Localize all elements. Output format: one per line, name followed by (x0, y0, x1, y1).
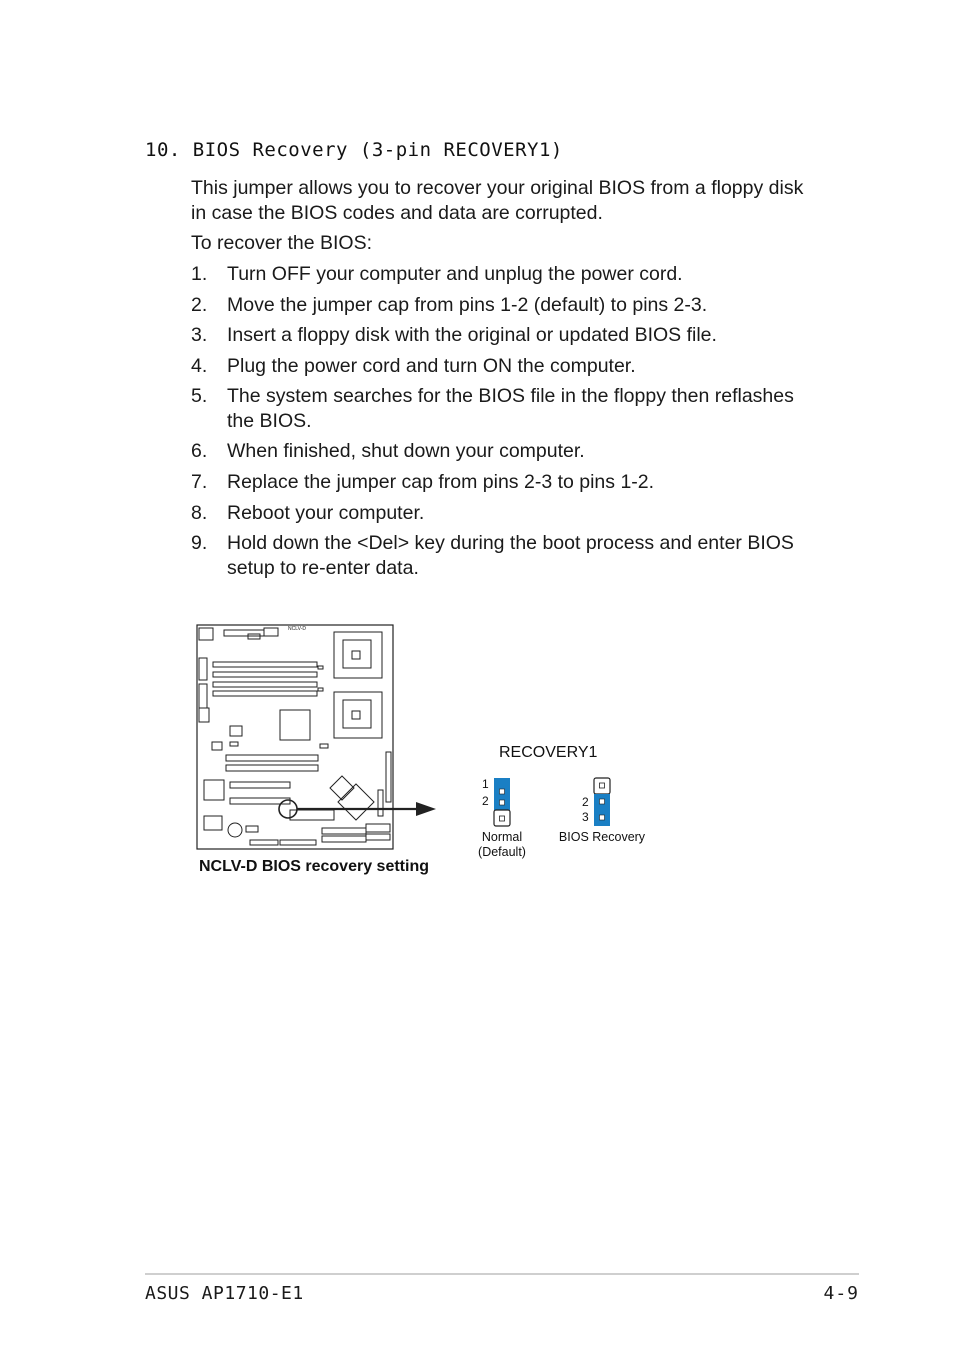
pointer-arrow (297, 802, 436, 816)
step-number: 4. (191, 355, 208, 377)
step-item (191, 293, 821, 318)
step-text: Insert a floppy disk with the original or updated BIOS file. (227, 324, 717, 346)
step-number: 6. (191, 440, 208, 462)
lead-text: To recover the BIOS: (191, 232, 372, 254)
step-item (191, 439, 821, 464)
page-number: 4-9 (823, 1283, 859, 1304)
bios-recovery-label: BIOS Recovery (558, 830, 646, 844)
step-item (191, 384, 821, 433)
step-text: Reboot your computer. (227, 502, 425, 524)
step-number: 9. (191, 532, 208, 554)
step-text: Turn OFF your computer and unplug the power cord. (227, 263, 683, 285)
pin-label: 2 (482, 794, 489, 808)
step-number: 7. (191, 471, 208, 493)
step-item (191, 323, 821, 348)
step-text: Move the jumper cap from pins 1-2 (default) to pins 2-3. (227, 294, 708, 316)
pin-label: 3 (582, 810, 589, 824)
pin-label: 2 (582, 795, 589, 809)
diagram-caption: NCLV-D BIOS recovery setting (199, 858, 429, 875)
step-number: 2. (191, 294, 208, 316)
pin-label: 1 (482, 777, 489, 791)
step-number: 5. (191, 385, 208, 407)
step-number: 1. (191, 263, 208, 285)
step-text: When finished, shut down your computer. (227, 440, 585, 462)
section-heading: 10. BIOS Recovery (3-pin RECOVERY1) (145, 139, 563, 161)
step-item (191, 262, 821, 287)
step-item (191, 531, 821, 580)
step-text: Plug the power cord and turn ON the computer. (227, 355, 636, 377)
jumper-recovery (594, 778, 610, 826)
step-item (191, 470, 821, 495)
step-number: 3. (191, 324, 208, 346)
default-label: (Default) (478, 845, 526, 859)
step-text: Replace the jumper cap from pins 2-3 to pins 1-2. (227, 471, 655, 493)
footer-product: ASUS AP1710-E1 (145, 1283, 304, 1304)
jumper-title: RECOVERY1 (499, 744, 598, 761)
step-text: Hold down the <Del> key during the boot process and enter BIOS setup to re-enter data. (227, 532, 794, 579)
jumper-normal (494, 778, 510, 826)
motherboard-illustration (197, 625, 393, 849)
footer-divider (145, 1273, 859, 1275)
step-text: The system searches for the BIOS file in the floppy then reflashes the BIOS. (227, 385, 794, 432)
intro-paragraph: This jumper allows you to recover your original BIOS from a floppy disk in case the BIOS codes and data are corrupted. (191, 177, 804, 224)
step-item (191, 354, 821, 379)
step-item (191, 501, 821, 526)
step-number: 8. (191, 502, 208, 524)
normal-label: Normal (481, 830, 523, 844)
recovery-jumper-diagram (190, 620, 670, 880)
board-model-label: NCLV-D (288, 626, 306, 632)
